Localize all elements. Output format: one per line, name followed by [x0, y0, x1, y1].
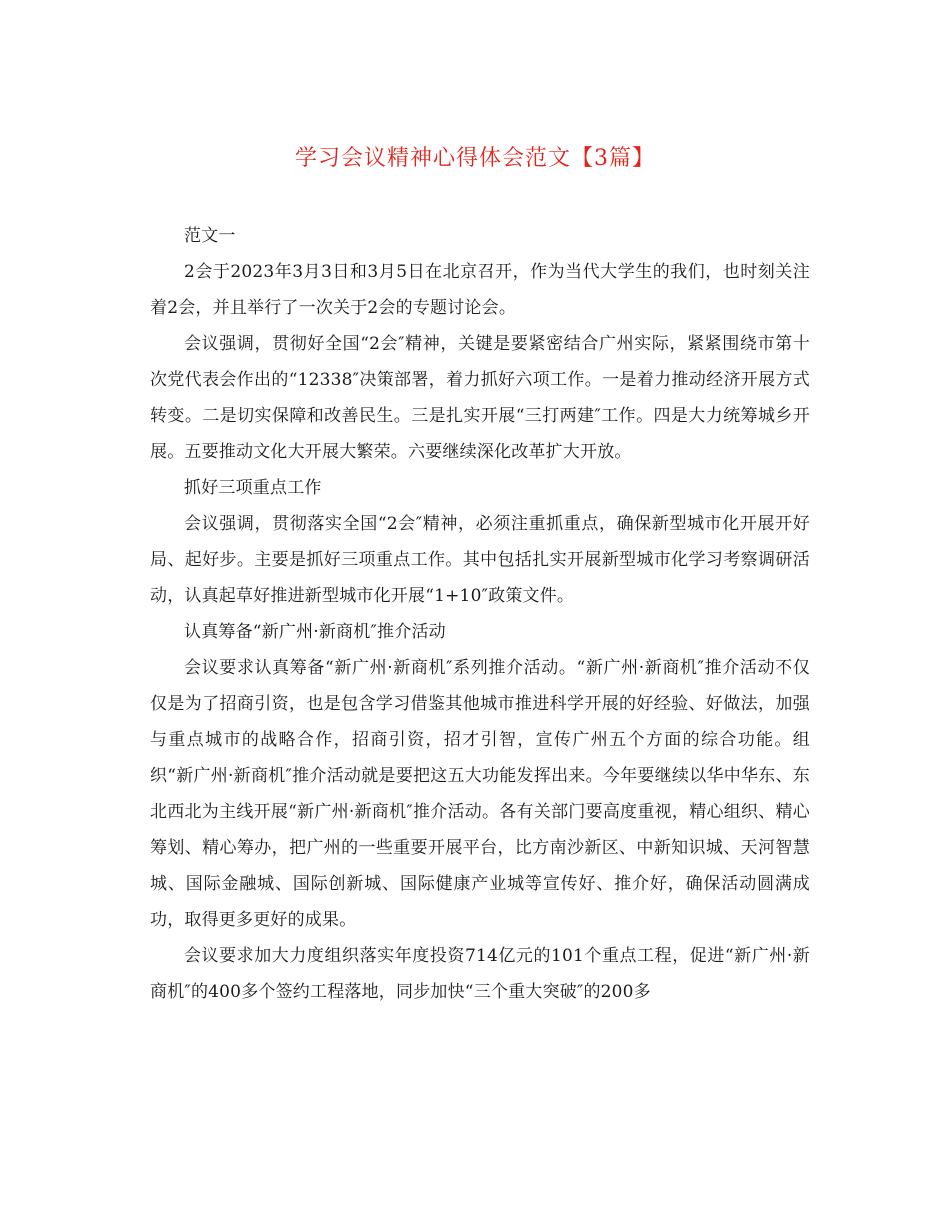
section-heading-three-tasks: 抓好三项重点工作 — [184, 478, 322, 498]
paragraph-promotion: 会议要求认真筹备“新广州·新商机″系列推介活动。“新广州·新商机″推介活动不仅仅是为了招商引资，也是包含学习借鉴其他城市推进科学开展的好经验、好做法，加强与重点城市的战略合作，招商引资，招才引智，宣传广州五个方面的综合功能。组织“新广州·新商机″推介活动就是要把这五大功能发挥出来。今年要继续以华中华东、东北西北为主线开展“新广州·新商机″推介活动。各有关部门要高度重视，精心组织、精心筹划、精心筹办，把广州的一些重要开展平台，比方南沙新区、中新知识城、天河智慧城、国际金融城、国际创新城、国际健康产业城等宣传好、推介好，确保活动圆满成功，取得更多更好的成果。 — [150, 658, 810, 930]
paragraph-investment: 会议要求加大力度组织落实年度投资714亿元的101个重点工程，促进“新广州·新商机″的400多个签约工程落地，同步加快“三个重大突破″的200多 — [150, 946, 810, 1002]
paragraph-six-tasks: 会议强调，贯彻好全国“2会″精神，关键是要紧密结合广州实际，紧紧围绕市第十次党代表会作出的“12338″决策部署，着力抓好六项工作。一是着力推动经济开展方式转变。二是切实保障和改善民生。三是扎实开展“三打两建″工作。四是大力统筹城乡开展。五要推动文化大开展大繁荣。六要继续深化改革扩大开放。 — [150, 334, 810, 462]
paragraph-intro: 2会于2023年3月3日和3月5日在北京召开，作为当代大学生的我们，也时刻关注着2会，并且举行了一次关于2会的专题讨论会。 — [150, 262, 810, 318]
section-heading-promotion: 认真筹备“新广州·新商机″推介活动 — [184, 622, 446, 642]
document-title: 学习会议精神心得体会范文【3篇】 — [295, 146, 655, 171]
document-body — [150, 218, 810, 1010]
paragraph-three-tasks: 会议强调，贯彻落实全国“2会″精神，必须注重抓重点，确保新型城市化开展开好局、起好步。主要是抓好三项重点工作。其中包括扎实开展新型城市化学习考察调研活动，认真起草好推进新型城市化开展“1+10″政策文件。 — [150, 514, 810, 606]
section-heading-fanwen-1: 范文一 — [184, 226, 236, 246]
